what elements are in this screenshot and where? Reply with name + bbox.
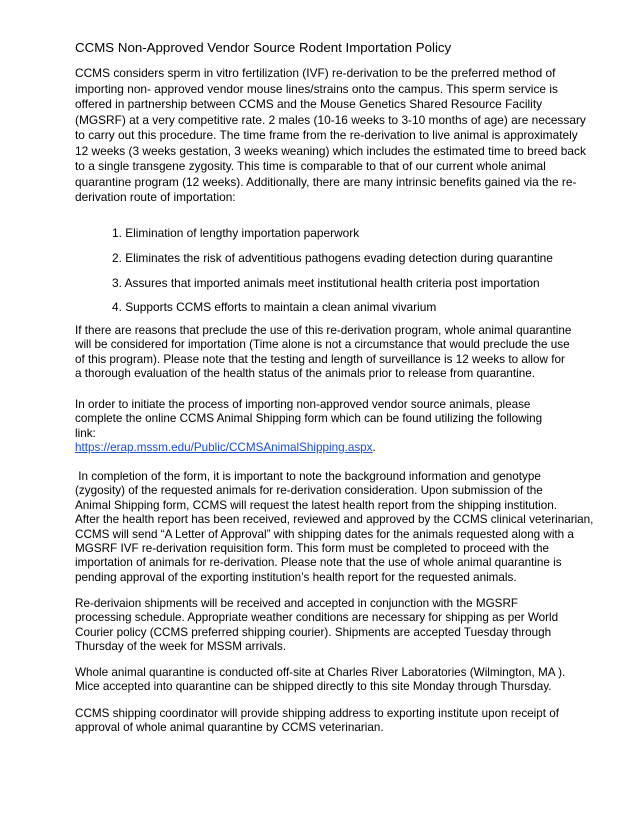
text-line: 12 weeks (3 weeks gestation, 3 weeks weaning) which includes the estimated time to breed back xyxy=(75,143,586,158)
text-line: to carry out this procedure. The time frame from the re-derivation to live animal is approximately xyxy=(75,128,578,142)
text-line: quarantine program (12 weeks). Additionally, there are many intrinsic benefits gained via the re- xyxy=(75,174,577,189)
offsite-paragraph xyxy=(75,666,575,695)
quarantine-paragraph xyxy=(75,324,575,382)
text-line: of this program). Please note that the testing and length of surveillance is 12 weeks to allow for xyxy=(75,352,565,366)
text-line: pending approval of the exporting institution’s health report for the requested animals. xyxy=(75,570,517,584)
coordinator-paragraph xyxy=(75,707,575,736)
text-line: derivation route of importation: xyxy=(75,190,236,204)
text-line: After the health report has been received, reviewed and approved by the CCMS clinical veterinarian, xyxy=(75,513,594,527)
text-line: CCMS shipping coordinator will provide shipping address to exporting institute upon receipt of xyxy=(75,707,559,720)
text-line: importation of animals for re-derivation. Please note that the use of whole animal quarantine is xyxy=(75,556,562,570)
list-item: 2. Eliminates the risk of adventitious pathogens evading detection during quarantine xyxy=(112,251,553,265)
form-paragraph xyxy=(75,398,575,456)
form-link-line xyxy=(75,441,575,455)
text-line: Re-derivaion shipments will be received and accepted in conjunction with the MGSRF xyxy=(75,597,519,610)
text-line: Whole animal quarantine is conducted off-site at Charles River Laboratories (Wilmington, MA ). xyxy=(75,666,566,679)
text-line: approval of whole animal quarantine by CCMS veterinarian. xyxy=(75,721,384,735)
text-line: MGSRF IVF re-derivation requisition form. This form must be completed to proceed with the xyxy=(75,542,549,556)
text-line: Mice accepted into quarantine can be shipped directly to this site Monday through Thursday. xyxy=(75,680,552,694)
animal-shipping-form-link[interactable]: https://erap.mssm.edu/Public/CCMSAnimalShipping.aspx xyxy=(75,441,373,455)
completion-paragraph xyxy=(75,470,594,585)
list-item: 1. Elimination of lengthy importation paperwork xyxy=(112,226,360,240)
text-line: CCMS considers sperm in vitro fertilization (IVF) re-derivation to be the preferred method of xyxy=(75,66,556,80)
text-line: Animal Shipping form, CCMS will request the latest health report from the shipping institution. xyxy=(75,498,558,512)
link-suffix: . xyxy=(372,441,376,455)
list-item: 4. Supports CCMS efforts to maintain a clean animal vivarium xyxy=(112,300,437,314)
text-line: Courier policy (CCMS preferred shipping courier). Shipments are accepted Tuesday through xyxy=(75,625,552,639)
text-line: to a single transgene zygosity. This time is comparable to that of our current whole animal xyxy=(75,159,546,173)
text-line: (MGSRF) at a very competitive rate. 2 males (10-16 weeks to 3-10 months of age) are necessary xyxy=(75,112,586,127)
text-line: complete the online CCMS Animal Shipping form which can be found utilizing the following xyxy=(75,412,543,426)
list-item: 3. Assures that imported animals meet institutional health criteria post importation xyxy=(112,276,540,290)
text-line: In completion of the form, it is important to note the background information and genotype xyxy=(75,470,541,483)
text-line: will be considered for importation (Time alone is not a circumstance that would preclude the use xyxy=(75,338,570,352)
text-line: offered in partnership between CCMS and the Mouse Genetics Shared Resource Facility xyxy=(75,97,543,111)
text-line: (zygosity) of the requested animals for re-derivation consideration. Upon submission of the xyxy=(75,484,543,498)
intro-paragraph xyxy=(75,66,586,206)
document-title: CCMS Non-Approved Vendor Source Rodent Importation Policy xyxy=(75,40,452,55)
text-line: In order to initiate the process of importing non-approved vendor source animals, please xyxy=(75,398,531,411)
text-line: processing schedule. Appropriate weather conditions are necessary for shipping as per World xyxy=(75,611,559,625)
text-line: Thursday of the week for MSSM arrivals. xyxy=(75,640,287,654)
text-line: importing non- approved vendor mouse lines/strains onto the campus. This sperm service is xyxy=(75,81,558,96)
text-line: CCMS will send “A Letter of Approval” with shipping dates for the animals requested along with a xyxy=(75,527,574,541)
shipments-paragraph xyxy=(75,597,575,655)
text-line: If there are reasons that preclude the use of this re-derivation program, whole animal quarantine xyxy=(75,324,572,337)
text-line: a thorough evaluation of the health status of the animals prior to release from quarantine. xyxy=(75,367,535,381)
text-line: link: xyxy=(75,426,96,440)
